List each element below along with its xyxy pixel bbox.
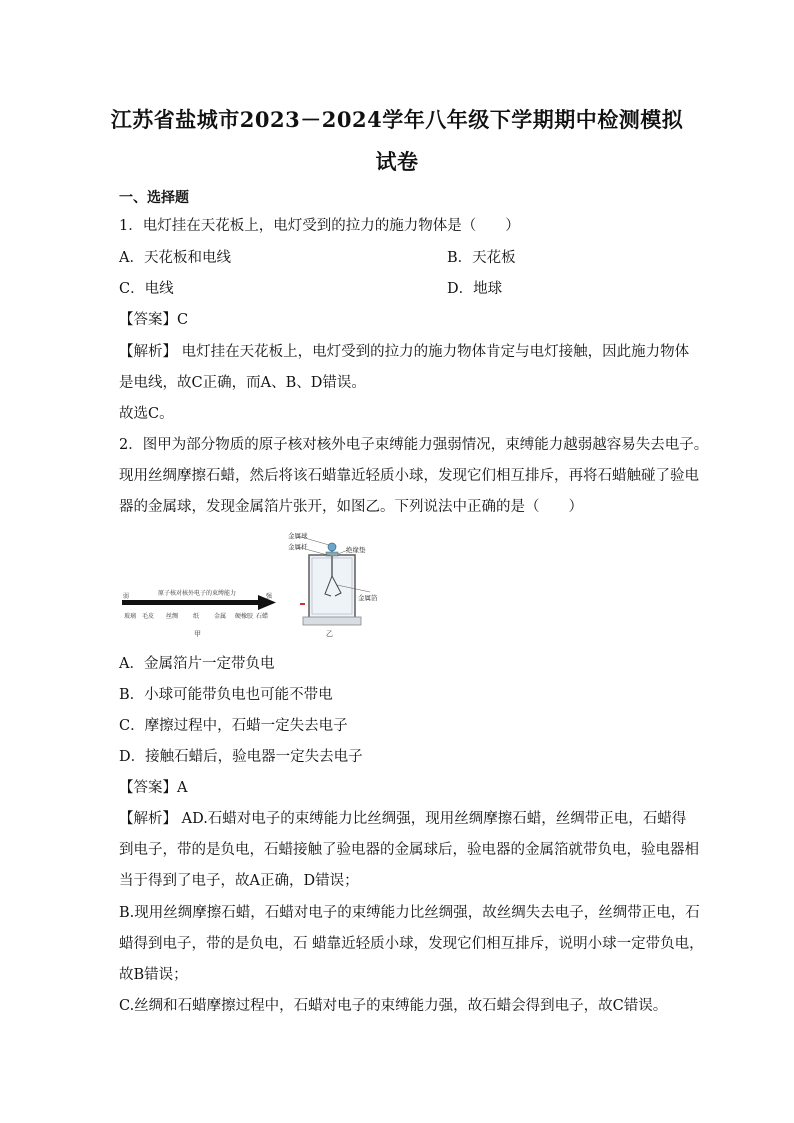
- section-heading: 一、选择题: [119, 190, 189, 206]
- question-2-analysis-line-3: 当于得到了电子，故A正确，D错误；: [119, 873, 359, 889]
- question-2-option-b: B．小球可能带负电也可能不带电: [119, 687, 333, 703]
- page-title-continued: 试卷: [375, 149, 419, 174]
- question-1-stem: 1．电灯挂在天花板上，电灯受到的拉力的施力物体是（ ）: [119, 218, 520, 234]
- question-2-option-c: C．摩擦过程中，石蜡一定失去电子: [119, 718, 348, 734]
- question-1-option-c: C．电线: [119, 281, 174, 297]
- question-2-analysis-line-6: 故B错误；: [119, 967, 188, 983]
- question-1-analysis-line-1: 【解析】 电灯挂在天花板上，电灯受到的拉力的施力物体肯定与电灯接触，因此施力物体: [119, 344, 690, 360]
- label-insulating-pad: 绝缘垫: [346, 546, 366, 554]
- question-1-conclusion: 故选C。: [119, 406, 174, 422]
- page-title: 江苏省盐城市2023－2024学年八年级下学期期中检测模拟: [110, 107, 684, 132]
- question-2-option-a: A．金属箔片一定带负电: [119, 656, 275, 672]
- material-label: 玻璃: [124, 613, 137, 620]
- question-2-stem-line-1: 2．图甲为部分物质的原子核对核外电子束缚能力强弱情况，束缚能力越弱越容易失去电子。: [119, 437, 709, 453]
- question-2-stem-line-2: 现用丝绸摩擦石蜡，然后将该石蜡靠近轻质小球，发现它们相互排斥，再将石蜡触碰了验电: [119, 468, 699, 484]
- question-1-option-d: D．地球: [447, 281, 503, 297]
- binding-ability-arrow: [122, 595, 276, 610]
- caption-jia: 甲: [194, 630, 201, 638]
- caption-yi: 乙: [326, 630, 333, 638]
- arrow-label-strong: 强: [266, 593, 273, 600]
- question-2-analysis-line-7: C.丝绸和石蜡摩擦过程中，石蜡对电子的束缚能力强，故石蜡会得到电子，故C错误。: [119, 998, 668, 1014]
- question-2-figure: [118, 530, 418, 642]
- material-label: 石蜡: [255, 613, 268, 620]
- question-2-stem-line-3: 器的金属球，发现金属箔片张开，如图乙。下列说法中正确的是（ ）: [119, 499, 583, 515]
- label-metal-rod: 金属杆: [288, 543, 308, 551]
- question-2-analysis-line-2: 到电子，带的是负电，石蜡接触了验电器的金属球后，验电器的金属箔就带负电，验电器相: [119, 842, 699, 858]
- material-label: 毛皮: [141, 613, 155, 620]
- question-1-answer: 【答案】C: [119, 312, 189, 328]
- label-metal-foil: 金属箔: [358, 594, 378, 602]
- arrow-label-weak: 弱: [123, 593, 130, 600]
- arrow-label-title: 原子核对核外电子的束缚能力: [158, 590, 237, 597]
- material-label: 纸: [192, 613, 200, 620]
- question-2-analysis-line-5: 蜡得到电子，带的是负电，石 蜡靠近轻质小球，发现它们相互排斥，说明小球一定带负电，: [119, 936, 704, 952]
- question-2-analysis-line-1: 【解析】 AD.石蜡对电子的束缚能力比丝绸强，现用丝绸摩擦石蜡，丝绸带正电，石蜡得: [119, 811, 687, 827]
- question-1-option-b: B．天花板: [447, 250, 516, 266]
- question-1-analysis-line-2: 是电线，故C正确，而A、B、D错误。: [119, 375, 366, 391]
- label-metal-ball: 金属球: [288, 532, 308, 540]
- question-1-option-a: A．天花板和电线: [119, 250, 231, 266]
- question-2-option-d: D．接触石蜡后，验电器一定失去电子: [119, 749, 363, 765]
- figure-svg: [118, 530, 418, 642]
- material-label: 金属: [213, 613, 227, 620]
- question-2-analysis-line-4: B.现用丝绸摩擦石蜡，石蜡对电子的束缚能力比丝绸强，故丝绸失去电子，丝绸带正电，石: [119, 905, 700, 921]
- material-label: 丝绸: [165, 613, 179, 620]
- question-2-answer: 【答案】A: [119, 780, 188, 796]
- material-label: 硬橡胶: [234, 613, 254, 620]
- materials-row: [124, 612, 268, 620]
